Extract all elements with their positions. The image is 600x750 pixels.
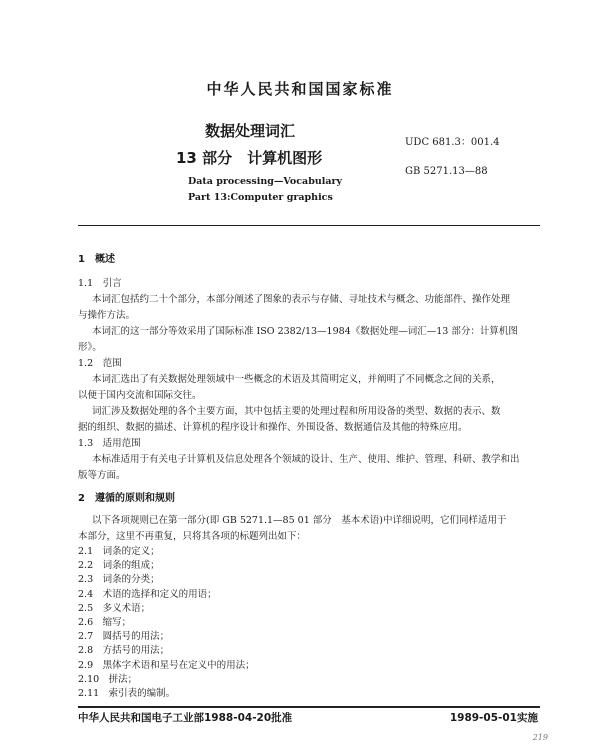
section-1-2-paragraph2-line1: 词汇涉及数据处理的各个主要方面，其中包括主要的处理过程和所用设备的类型、数据的表示、数: [92, 406, 501, 417]
section-1-3-heading: 1.3 适用范围: [78, 438, 141, 449]
section-1-3-paragraph-line1: 本标准适用于有关电子计算机及信息处理各个领域的设计、生产、使用、维护、管理、科研、教学和出: [92, 454, 520, 465]
list-item: 2.10 拼法；: [78, 673, 138, 685]
section-1-2-paragraph2-line2: 据的组织、数据的描述、计算机的程序设计和操作、外围设备、数据通信及其他的特殊应用。: [78, 422, 468, 433]
header-divider: [78, 225, 540, 226]
gb-code: GB 5271.13—88: [405, 166, 488, 177]
page-number: 219: [532, 733, 548, 742]
list-item: 2.5 多义术语；: [78, 602, 151, 614]
list-item: 2.11 索引表的编制。: [78, 688, 176, 699]
doc-title-line2: 13 部分 计算机图形: [176, 149, 323, 167]
udc-code: UDC 681.3：001.4: [405, 137, 500, 148]
list-item: 2.2 词条的组成；: [78, 560, 160, 572]
section-1-2-paragraph1-line2: 以便于国内交流和国际交往。: [78, 390, 202, 401]
issuing-authority: 中华人民共和国国家标准: [206, 80, 394, 98]
list-item: 2.7 圆括号的用法；: [78, 631, 170, 643]
list-item: 2.6 缩写；: [78, 617, 132, 628]
section-2-heading: 2 遵循的原则和规则: [78, 493, 175, 504]
section-1-1-paragraph1-line2: 与操作方法。: [78, 310, 136, 321]
section-2-paragraph-line1: 以下各项规则已在第一部分(即 GB 5271.1—85 01 部分 基本术语)中详细说明，它们同样适用于: [92, 515, 507, 526]
section-1-2-heading: 1.2 范围: [78, 358, 122, 369]
section-1-2-paragraph1-line1: 本词汇选出了有关数据处理领域中一些概念的术语及其简明定义，并阐明了不同概念之间的关系，: [92, 374, 501, 385]
section-2-paragraph-line2: 本部分，这里不再重复，只将其各项的标题列出如下：: [78, 531, 307, 542]
english-title-line2: Part 13:Computer graphics: [188, 192, 333, 203]
implementation-date: 1989-05-01实施: [449, 712, 538, 724]
english-title-line1: Data processing—Vocabulary: [188, 176, 343, 187]
section-1-1-paragraph2-line1: 本词汇的这一部分等效采用了国际标准 ISO 2382/13—1984《数据处理—词汇—13 部分：计算机图: [92, 326, 518, 337]
section-1-1-paragraph2-line2: 形》。: [78, 342, 102, 353]
section-1-1-paragraph1-line1: 本词汇包括约二十个部分，本部分阐述了图象的表示与存储、寻址技术与概念、功能部件、操作处理: [92, 294, 511, 305]
section-1-heading: 1 概述: [78, 254, 115, 265]
list-item: 2.4 术语的选择和定义的用语；: [78, 588, 217, 600]
approval-line: 中华人民共和国电子工业部1988-04-20批准: [78, 712, 293, 724]
list-item: 2.9 黑体字术语和星号在定义中的用法；: [78, 659, 255, 671]
doc-title-line1: 数据处理词汇: [205, 122, 296, 140]
list-item: 2.3 词条的分类；: [78, 574, 160, 586]
section-1-1-heading: 1.1 引言: [78, 278, 122, 289]
list-item: 2.8 方括号的用法；: [78, 645, 170, 657]
footer-divider: [78, 706, 540, 708]
section-1-3-paragraph-line2: 版等方面。: [78, 470, 126, 481]
list-item: 2.1 词条的定义；: [78, 546, 160, 557]
